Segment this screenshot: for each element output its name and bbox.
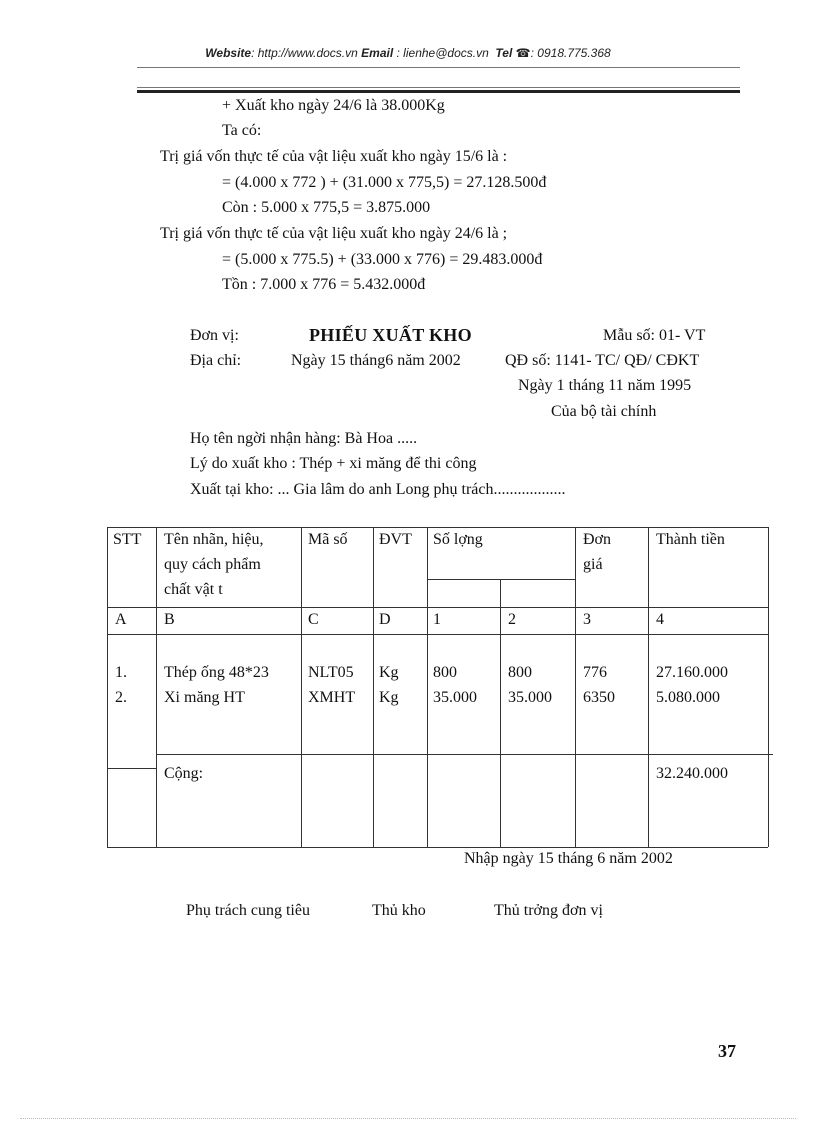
row-1-price: 776 <box>583 664 607 681</box>
row-1-unit: Kg <box>379 664 399 681</box>
calc-line-6: Trị giá vốn thực tế của vật liệu xuất kho ngày 24/6 là ; <box>160 225 508 242</box>
table-border-bottom <box>107 847 768 848</box>
row-1-amount: 27.160.000 <box>656 664 728 681</box>
email-value: : lienhe@docs.vn <box>396 46 489 60</box>
website-label: Website <box>205 46 252 60</box>
row-1-name: Thép ống 48*23 <box>164 664 269 681</box>
letter-cell: B <box>164 611 175 628</box>
tel-value: : 0918.775.368 <box>530 46 611 60</box>
row-2-qty-2: 35.000 <box>508 689 552 706</box>
row-2-name: Xi măng HT <box>164 689 245 706</box>
letter-cell: 3 <box>583 611 591 628</box>
address-label: Địa chỉ: <box>190 352 242 369</box>
header-rule <box>137 67 740 68</box>
row-1-stt: 1. <box>115 664 127 681</box>
signature-unit-head: Thủ trởng đơn vị <box>494 902 603 919</box>
form-code: Mẫu số: 01- VT <box>603 327 706 344</box>
decision-number: QĐ số: 1141- TC/ QĐ/ CĐKT <box>505 352 700 369</box>
calc-line-5: Còn : 5.000 x 775,5 = 3.875.000 <box>222 199 431 216</box>
col-line-2 <box>301 527 302 847</box>
page-header <box>0 46 816 60</box>
calc-line-8: Tồn : 7.000 x 776 = 5.432.000đ <box>222 276 426 293</box>
col-line-1 <box>156 527 157 847</box>
col-line-8 <box>768 527 769 847</box>
header-price-1: Đơn <box>583 531 612 548</box>
row-2-price: 6350 <box>583 689 615 706</box>
header-code: Mã số <box>308 531 348 548</box>
row-2-amount: 5.080.000 <box>656 689 720 706</box>
form-title: PHIẾU XUẤT KHO <box>309 325 472 345</box>
page-number: 37 <box>718 1041 736 1061</box>
header-price-2: giá <box>583 556 603 573</box>
header-name-1: Tên nhãn, hiệu, <box>164 531 264 548</box>
col-line-5 <box>500 579 501 847</box>
reason-line: Lý do xuất kho : Thép + xi măng để thi công <box>190 455 477 472</box>
import-date: Nhập ngày 15 tháng 6 năm 2002 <box>464 850 673 867</box>
tel-label: Tel <box>495 46 513 60</box>
bottom-dotted-rule <box>20 1118 796 1119</box>
warehouse-line: Xuất tại kho: ... Gia lâm do anh Long phụ trách.................. <box>190 481 566 498</box>
letter-row-bottom-line <box>107 634 768 635</box>
email-label: Email <box>361 46 394 60</box>
row-1-code: NLT05 <box>308 664 354 681</box>
letter-cell: A <box>115 611 127 628</box>
col-line-4 <box>427 527 428 847</box>
header-name-3: chất vật t <box>164 581 223 598</box>
row-2-qty-1: 35.000 <box>433 689 477 706</box>
row-2-unit: Kg <box>379 689 399 706</box>
calc-line-1: + Xuất kho ngày 24/6 là 38.000Kg <box>222 97 445 114</box>
signature-supply-manager: Phụ trách cung tiêu <box>186 902 310 919</box>
row-2-stt: 2. <box>115 689 127 706</box>
header-amount: Thành tiền <box>656 531 725 548</box>
website-value: : http://www.docs.vn <box>251 46 358 60</box>
letter-cell: C <box>308 611 319 628</box>
col-line-3 <box>373 527 374 847</box>
total-label: Cộng: <box>164 765 204 782</box>
calc-line-3: Trị giá vốn thực tế của vật liệu xuất kho ngày 15/6 là : <box>160 148 508 165</box>
top-rule-thick <box>137 90 740 93</box>
calc-line-7: = (5.000 x 775.5) + (33.000 x 776) = 29.483.000đ <box>222 251 543 268</box>
header-qty: Số lợng <box>433 531 483 548</box>
decision-date: Ngày 1 tháng 11 năm 1995 <box>518 377 692 394</box>
signature-storekeeper: Thủ kho <box>372 902 426 919</box>
top-rule-thin <box>137 87 740 88</box>
row-1-qty-2: 800 <box>508 664 532 681</box>
header-stt: STT <box>113 531 142 548</box>
col-line-0 <box>107 527 108 847</box>
decision-issuer: Của bộ tài chính <box>551 403 657 420</box>
letter-cell: D <box>379 611 391 628</box>
row-1-qty-1: 800 <box>433 664 457 681</box>
phone-icon: ☎ <box>515 46 531 60</box>
unit-label: Đơn vị: <box>190 327 239 344</box>
letter-cell: 2 <box>508 611 516 628</box>
body-bottom-line <box>156 754 773 755</box>
form-date: Ngày 15 tháng6 năm 2002 <box>291 352 461 369</box>
calc-line-2: Ta có: <box>222 122 262 139</box>
col-line-6 <box>575 527 576 847</box>
receiver-line: Họ tên ngời nhận hàng: Bà Hoa ..... <box>190 430 418 447</box>
qty-subheader-line <box>427 579 575 580</box>
letter-cell: 4 <box>656 611 664 628</box>
header-unit: ĐVT <box>379 531 412 548</box>
header-name-2: quy cách phẩm <box>164 556 261 573</box>
calc-line-4: = (4.000 x 772 ) + (31.000 x 775,5) = 27.128.500đ <box>222 174 547 191</box>
letter-cell: 1 <box>433 611 441 628</box>
stt-stub-line <box>107 768 157 769</box>
row-2-code: XMHT <box>308 689 356 706</box>
total-amount: 32.240.000 <box>656 765 728 782</box>
col-line-7 <box>648 527 649 847</box>
